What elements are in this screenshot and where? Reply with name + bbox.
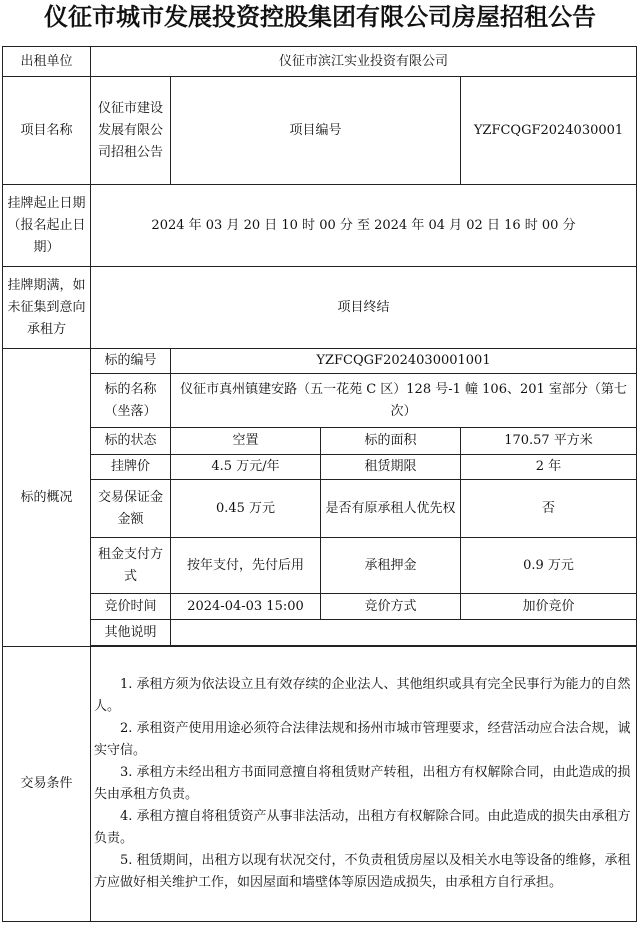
term-label: 租赁期限 <box>321 455 461 480</box>
payment-label: 租金支付方式 <box>91 538 171 594</box>
condition-item: 2. 承租资产使用用途必须符合法律法规和扬州市城市管理要求，经营活动应合法合规，诚实守信。 <box>94 721 631 758</box>
area-label: 标的面积 <box>321 428 461 455</box>
payment-value: 按年支付，先付后用 <box>171 538 321 594</box>
price-row <box>3 455 637 480</box>
condition-item: 1. 承租方须为依法设立且有效存续的企业法人、其他组织或具有完全民事行为能力的自然人。 <box>94 677 631 714</box>
deposit-value: 0.45 万元 <box>171 480 321 538</box>
lessor-row <box>3 47 637 77</box>
status-label: 标的状态 <box>91 428 171 455</box>
other-label: 其他说明 <box>91 620 171 646</box>
expiry-label: 挂牌期满，如未征集到意向承租方 <box>3 267 91 349</box>
project-row <box>3 77 637 185</box>
area-value: 170.57 平方米 <box>461 428 637 455</box>
condition-item: 5. 租赁期间，出租方以现有状况交付，不负责租赁房屋以及相关水电等设备的维修，承租方应做好相关维护工作，如因屋面和墙壁体等原因造成损失，由承租方自行承担。 <box>94 853 631 890</box>
other-row <box>3 620 637 646</box>
conditions-row <box>3 647 637 922</box>
expiry-value: 项目终结 <box>91 267 637 349</box>
listing-period-label: 挂牌起止日期（报名起止日期） <box>3 185 91 267</box>
project-name: 仪征市建设发展有限公司招租公告 <box>91 77 171 185</box>
page-title: 仪征市城市发展投资控股集团有限公司房屋招租公告 <box>44 3 596 31</box>
condition-item: 4. 承租方擅自将租赁资产从事非法活动，出租方有权解除合同。由此造成的损失由承租方负责。 <box>94 809 631 846</box>
notice-table <box>2 46 637 922</box>
priority-value: 否 <box>461 480 637 538</box>
lot-code-value: YZFCQGF2024030001001 <box>171 349 637 374</box>
other-value <box>171 620 637 646</box>
status-value: 空置 <box>171 428 321 455</box>
bid-time-value: 2024-04-03 15:00 <box>171 594 321 620</box>
listing-period-value: 2024 年 03 月 20 日 10 时 00 分 至 2024 年 04 月 02 日 16 时 00 分 <box>91 185 637 267</box>
price-label: 挂牌价 <box>91 455 171 480</box>
priority-label: 是否有原承租人优先权 <box>321 480 461 538</box>
bid-method-label: 竞价方式 <box>321 594 461 620</box>
expiry-row <box>3 267 637 349</box>
lot-name-value: 仪征市真州镇建安路（五一花苑 C 区）128 号-1 幢 106、201 室部分（第七次） <box>171 374 637 428</box>
bid-method-value: 加价竞价 <box>461 594 637 620</box>
lot-name-label: 标的名称（坐落） <box>91 374 171 428</box>
rent-deposit-value: 0.9 万元 <box>461 538 637 594</box>
lot-code-label: 标的编号 <box>91 349 171 374</box>
lot-name-row <box>3 374 637 428</box>
conditions-label: 交易条件 <box>3 647 91 922</box>
project-code: YZFCQGF2024030001 <box>461 77 637 185</box>
status-row <box>3 428 637 455</box>
bid-time-label: 竞价时间 <box>91 594 171 620</box>
deposit-label: 交易保证金金额 <box>91 480 171 538</box>
term-value: 2 年 <box>461 455 637 480</box>
project-label: 项目名称 <box>3 77 91 185</box>
lessor-label: 出租单位 <box>3 47 91 77</box>
conditions-body <box>91 647 637 922</box>
project-code-label: 项目编号 <box>171 77 461 185</box>
rent-deposit-label: 承租押金 <box>321 538 461 594</box>
bid-row <box>3 594 637 620</box>
lot-code-row <box>3 349 637 374</box>
payment-row <box>3 538 637 594</box>
condition-item: 3. 承租方未经出租方书面同意擅自将租赁财产转租，出租方有权解除合同，由此造成的损失由承租方负责。 <box>94 765 631 802</box>
deposit-row <box>3 480 637 538</box>
price-value: 4.5 万元/年 <box>171 455 321 480</box>
listing-period-row <box>3 185 637 267</box>
overview-label: 标的概况 <box>3 349 91 647</box>
lessor-value: 仪征市滨江实业投资有限公司 <box>91 47 637 77</box>
